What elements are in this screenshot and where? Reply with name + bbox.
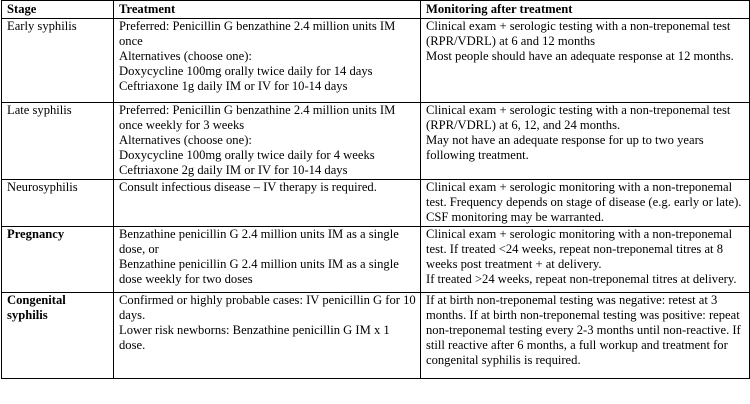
monitoring-line: If at birth non-treponemal testing was negative: retest at 3 months. If at birth non-treponemal testing was positive: repeat non-treponemal testing every 2-3 months until non-reactive. If still reactive after 6 months, a full workup and treatment for congenital syphilis is required.: [426, 293, 741, 367]
syphilis-treatment-table: [1, 0, 750, 379]
treatment-cell: [114, 103, 421, 180]
monitoring-line: Clinical exam + serologic monitoring with a non-treponemal test. If treated <24 weeks, repeat non-treponemal titres at 8 weeks post treatment + at delivery.: [426, 227, 733, 271]
monitoring-cell: [421, 293, 750, 379]
monitoring-cell: [421, 103, 750, 180]
table-row-congenital-syphilis: [2, 293, 750, 379]
monitoring-cell: [421, 19, 750, 103]
treatment-line: Alternatives (choose one):: [119, 133, 252, 147]
treatment-line: Ceftriaxone 2g daily IM or IV for 10-14 days: [119, 163, 348, 177]
monitoring-cell: [421, 227, 750, 293]
monitoring-line: Clinical exam + serologic monitoring with a non-treponemal test. Frequency depends on stage of disease (e.g. early or late). CSF monitoring may be warranted.: [426, 180, 742, 224]
stage-cell: Late syphilis: [2, 103, 114, 180]
treatment-cell: [114, 227, 421, 293]
treatment-cell: [114, 19, 421, 103]
treatment-line: Benzathine penicillin G 2.4 million units IM as a single dose weekly for two doses: [119, 257, 399, 286]
treatment-cell: [114, 293, 421, 379]
table-row-early-syphilis: [2, 19, 750, 103]
treatment-line: Lower risk newborns: Benzathine penicillin G IM x 1 dose.: [119, 323, 390, 352]
header-row: [2, 1, 750, 19]
treatment-line: Ceftriaxone 1g daily IM or IV for 10-14 days: [119, 79, 348, 93]
monitoring-cell: [421, 180, 750, 227]
stage-cell: Early syphilis: [2, 19, 114, 103]
table-row-late-syphilis: [2, 103, 750, 180]
treatment-line: Consult infectious disease – IV therapy is required.: [119, 180, 377, 194]
header-stage: Stage: [2, 1, 114, 19]
header-treatment: Treatment: [114, 1, 421, 19]
stage-cell: Congenital syphilis: [2, 293, 114, 379]
treatment-cell: [114, 180, 421, 227]
table-row-pregnancy: [2, 227, 750, 293]
treatment-line: Benzathine penicillin G 2.4 million units IM as a single dose, or: [119, 227, 399, 256]
monitoring-line: If treated >24 weeks, repeat non-treponemal titres at delivery.: [426, 272, 737, 286]
treatment-line: Preferred: Penicillin G benzathine 2.4 million units IM once: [119, 19, 396, 48]
monitoring-line: Most people should have an adequate response at 12 months.: [426, 49, 734, 63]
header-monitoring: Monitoring after treatment: [421, 1, 750, 19]
stage-cell: Neurosyphilis: [2, 180, 114, 227]
monitoring-line: Clinical exam + serologic testing with a non-treponemal test (RPR/VDRL) at 6 and 12 months: [426, 19, 731, 48]
stage-cell: Pregnancy: [2, 227, 114, 293]
treatment-line: Alternatives (choose one):: [119, 49, 252, 63]
monitoring-line: May not have an adequate response for up to two years following treatment.: [426, 133, 704, 162]
monitoring-line: Clinical exam + serologic testing with a non-treponemal test (RPR/VDRL) at 6, 12, and 24 months.: [426, 103, 731, 132]
treatment-line: Doxycycline 100mg orally twice daily for 14 days: [119, 64, 373, 78]
treatment-line: Doxycycline 100mg orally twice daily for 4 weeks: [119, 148, 375, 162]
treatment-line: Preferred: Penicillin G benzathine 2.4 million units IM once weekly for 3 weeks: [119, 103, 396, 132]
treatment-line: Confirmed or highly probable cases: IV penicillin G for 10 days.: [119, 293, 416, 322]
table-row-neurosyphilis: [2, 180, 750, 227]
